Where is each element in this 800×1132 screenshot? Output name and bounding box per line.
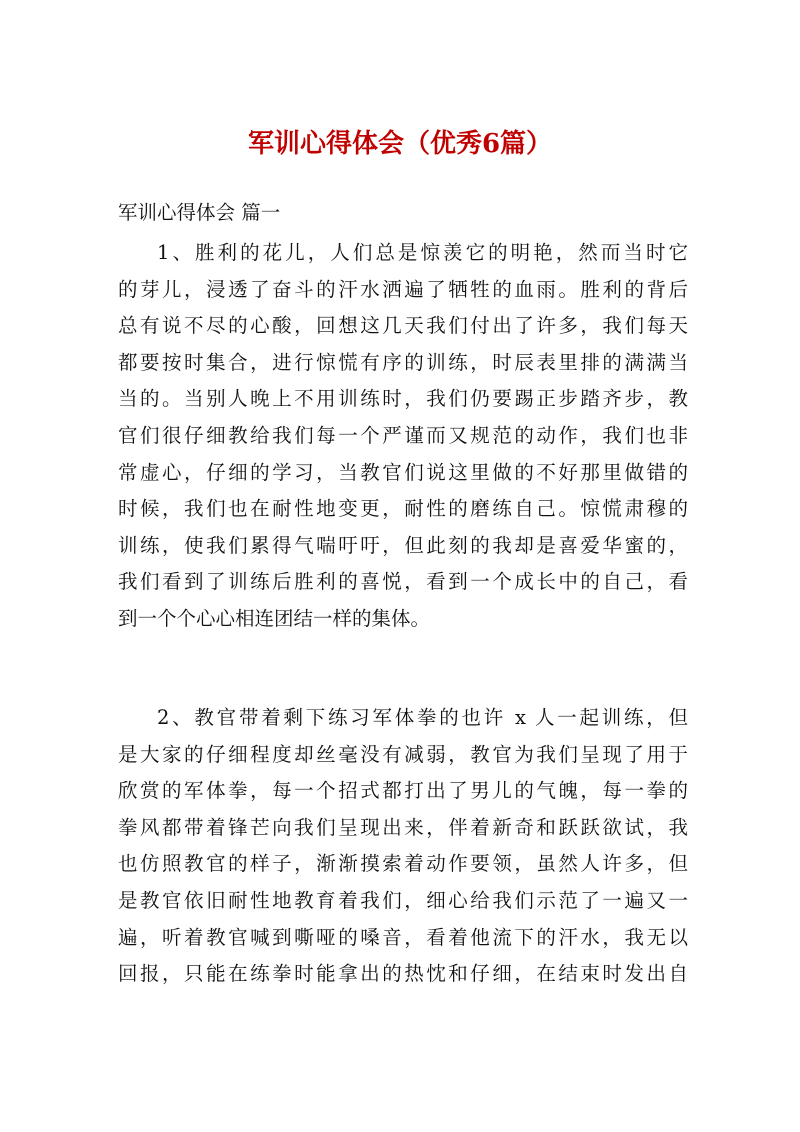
paragraph-line: 回报，只能在练拳时能拿出的热忱和仔细，在结束时发出自 xyxy=(118,962,688,986)
paragraph-1 xyxy=(118,235,688,638)
paragraph-2 xyxy=(118,700,688,993)
paragraph-line: 拳风都带着锋芒向我们呈现出来，伴着新奇和跃跃欲试，我 xyxy=(118,815,688,839)
paragraph-line: 欣赏的军体拳，每一个招式都打出了男儿的气魄，每一拳的 xyxy=(118,779,688,803)
paragraph-line: 常虚心，仔细的学习，当教官们说这里做的不好那里做错的 xyxy=(118,460,688,484)
paragraph-line: 训练，使我们累得气喘吁吁，但此刻的我却是喜爱华蜜的， xyxy=(118,533,688,557)
paragraph-line: 也仿照教官的样子，渐渐摸索着动作要领，虽然人许多，但 xyxy=(118,852,688,876)
paragraph-line: 2、教官带着剩下练习军体拳的也许 x 人一起训练，但 xyxy=(157,706,688,729)
paragraph-line: 是大家的仔细程度却丝毫没有减弱，教官为我们呈现了用于 xyxy=(118,742,688,766)
paragraph-line: 遍，听着教官喊到嘶哑的嗓音，看着他流下的汗水，我无以 xyxy=(118,925,688,949)
paragraph-line: 都要按时集合，进行惊慌有序的训练，时辰表里排的满满当 xyxy=(118,350,688,374)
paragraph-line: 当的。当别人晚上不用训练时，我们仍要踢正步踏齐步，教 xyxy=(118,387,688,411)
paragraph-line: 官们很仔细教给我们每一个严谨而又规范的动作，我们也非 xyxy=(118,423,688,447)
paragraph-line: 总有说不尽的心酸，回想这几天我们付出了许多，我们每天 xyxy=(118,314,688,338)
paragraph-line: 时候，我们也在耐性地变更，耐性的磨练自己。惊慌肃穆的 xyxy=(118,497,688,521)
paragraph-line: 1、胜利的花儿，人们总是惊羡它的明艳，然而当时它 xyxy=(157,241,688,264)
paragraph-line: 到一个个心心相连团结一样的集体。 xyxy=(118,606,431,630)
paragraph-line: 是教官依旧耐性地教育着我们，细心给我们示范了一遍又一 xyxy=(118,888,688,912)
paragraph-line: 我们看到了训练后胜利的喜悦，看到一个成长中的自己，看 xyxy=(118,570,688,594)
document-title: 军训心得体会（优秀6篇） xyxy=(247,129,553,159)
section-heading: 军训心得体会 篇一 xyxy=(118,201,281,224)
paragraph-line: 的芽儿，浸透了奋斗的汗水洒遍了牺牲的血雨。胜利的背后 xyxy=(118,277,688,301)
